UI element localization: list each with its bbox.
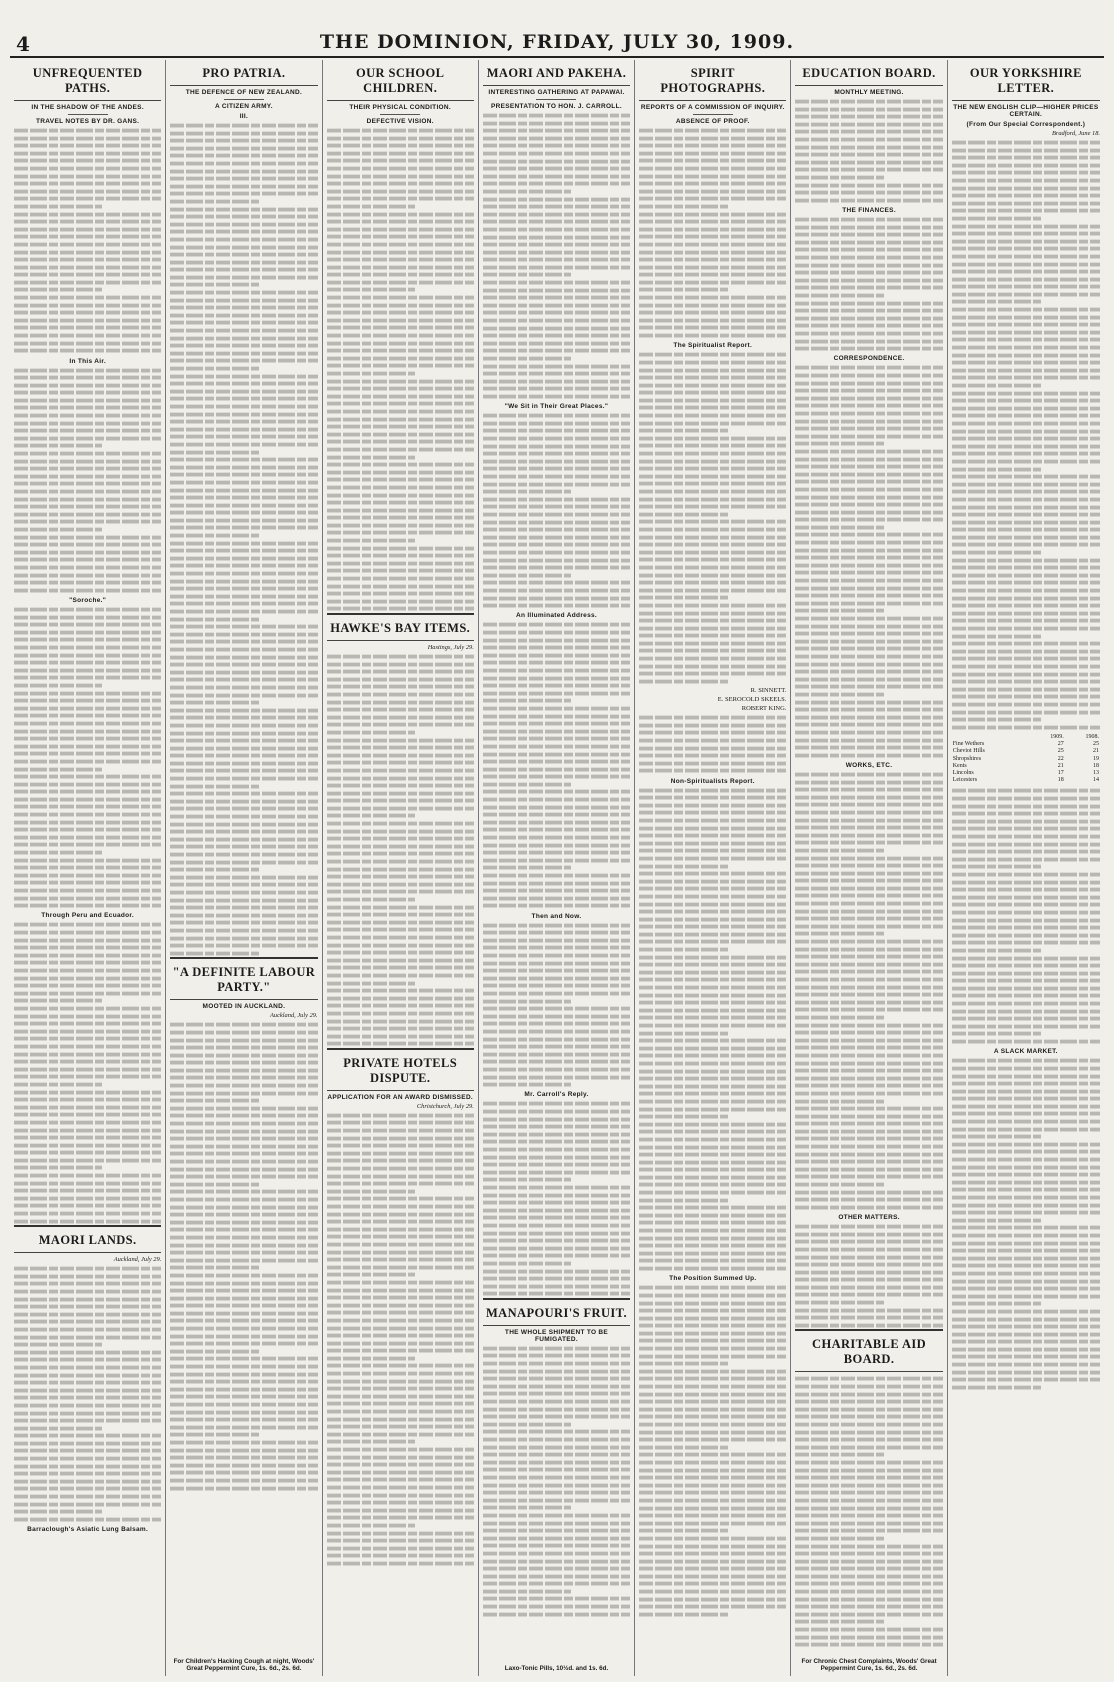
headline-charitable-aid-board: CHARITABLE AID BOARD. <box>795 1329 942 1372</box>
subhead: MONTHLY MEETING. <box>834 89 904 96</box>
section-heading: A SLACK MARKET. <box>993 1048 1058 1056</box>
body-text-block <box>14 921 161 1224</box>
table-row: Shropshires 22 19 <box>952 755 1099 762</box>
advert-chest-complaints: For Chronic Chest Complaints, Woods' Great Peppermint Cure, 1s. 6d., 2s. 6d. <box>801 1658 937 1672</box>
subhead: IN THE SHADOW OF THE ANDES. <box>31 104 144 111</box>
section-heading: OTHER MATTERS. <box>838 1214 900 1222</box>
body-text-block <box>795 771 942 1211</box>
subhead: TRAVEL NOTES BY DR. GANS. <box>36 118 140 125</box>
headline-definite-labour-party: "A DEFINITE LABOUR PARTY." <box>170 957 317 1000</box>
dateline: Hastings, July 29. <box>427 644 474 651</box>
body-text-block <box>952 1057 1100 1391</box>
column-yorkshire-letter <box>948 60 1104 1676</box>
body-text-block <box>639 787 786 1273</box>
body-text-block <box>327 1112 474 1567</box>
body-text-block <box>639 127 786 339</box>
section-heading: "Soroche." <box>69 597 107 605</box>
section-heading: "We Sit in Their Great Places." <box>504 403 609 411</box>
section-heading: THE FINANCES. <box>842 207 896 215</box>
headline-unfrequented-paths: UNFREQUENTED PATHS. <box>14 60 161 101</box>
body-text-block <box>952 787 1100 1045</box>
subhead: MOOTED IN AUCKLAND. <box>202 1003 286 1011</box>
body-text-block <box>483 412 630 609</box>
foot-ad: Barraclough's Asiatic Lung Balsam. <box>27 1526 149 1534</box>
column-education-board <box>791 60 947 1676</box>
section-heading: Through Peru and Ecuador. <box>41 912 134 920</box>
subhead: (From Our Special Correspondent.) <box>966 121 1086 128</box>
headline-school-children: OUR SCHOOL CHILDREN. <box>327 60 474 101</box>
body-text-block <box>795 216 942 352</box>
table-header: 1909. <box>1050 734 1064 741</box>
table-row: Kents 21 18 <box>952 762 1099 769</box>
signature: E. SEROCOLD SKEELS. <box>717 696 787 704</box>
table-row: Leicesters 18 14 <box>952 777 1099 784</box>
section-heading: Then and Now. <box>531 912 582 920</box>
dateline: Auckland, July 29. <box>113 1256 162 1264</box>
headline-spirit-photographs: SPIRIT PHOTOGRAPHS. <box>639 60 786 101</box>
headline-private-hotels-dispute: PRIVATE HOTELS DISPUTE. <box>327 1048 474 1091</box>
table-row: Cheviot Hills 25 21 <box>952 748 1099 755</box>
advert-peppermint-cure: For Children's Hacking Cough at night, Woods' Great Peppermint Cure, 1s. 6d., 2s. 6d. <box>173 1658 315 1672</box>
signature: R. SINNETT. <box>750 687 787 695</box>
body-text-block <box>952 139 1100 731</box>
section-heading: Mr. Carroll's Reply. <box>524 1091 589 1099</box>
column-unfrequented-paths <box>10 60 166 1676</box>
section-heading: CORRESPONDENCE. <box>833 355 905 363</box>
body-text-block <box>639 351 786 685</box>
headline-pro-patria: PRO PATRIA. <box>170 60 317 86</box>
subhead: THE NEW ENGLISH CLIP—HIGHER PRICES CERTAIN. <box>953 104 1099 118</box>
table-row: Lincolns 17 13 <box>952 770 1099 777</box>
body-text-block <box>483 621 630 909</box>
advert-laxo-tonic: Laxo-Tonic Pills, 10½d. and 1s. 6d. <box>504 1665 609 1672</box>
section-heading: An Illuminated Address. <box>515 612 598 620</box>
body-text-block <box>14 367 161 595</box>
column-maori-and-pakeha <box>479 60 635 1676</box>
subhead: THE DEFENCE OF NEW ZEALAND. <box>185 89 303 96</box>
column-school-children <box>323 60 479 1676</box>
page-number: 4 <box>16 32 30 56</box>
signature: ROBERT KING. <box>741 705 787 713</box>
subhead: A CITIZEN ARMY. <box>215 103 273 110</box>
subhead: DEFECTIVE VISION. <box>366 118 434 125</box>
headline-yorkshire-letter: OUR YORKSHIRE LETTER. <box>952 60 1100 101</box>
section-heading: The Spiritualist Report. <box>673 342 753 350</box>
subhead: APPLICATION FOR AN AWARD DISMISSED. <box>327 1093 474 1101</box>
body-text-block <box>327 127 474 613</box>
subhead: INTERESTING GATHERING AT PAPAWAI. <box>488 89 625 96</box>
body-text-block <box>483 112 630 400</box>
masthead <box>10 30 1104 58</box>
section-heading: Non-Spiritualists Report. <box>670 777 755 785</box>
section-heading: WORKS, ETC. <box>845 761 893 769</box>
subhead: REPORTS OF A COMMISSION OF INQUIRY. <box>640 104 785 111</box>
body-text-block <box>795 364 942 759</box>
section-heading: The Position Summed Up. <box>669 1275 757 1283</box>
headline-hawkes-bay-items: HAWKE'S BAY ITEMS. <box>327 613 474 641</box>
subhead: THE WHOLE SHIPMENT TO BE FUMIGATED. <box>504 1328 609 1343</box>
body-text-block <box>483 1100 630 1297</box>
section-heading: In This Air. <box>69 357 106 365</box>
body-text-block <box>795 1375 942 1648</box>
body-text-block <box>14 127 161 355</box>
newspaper-title: THE DOMINION, FRIDAY, JULY 30, 1909. <box>319 31 795 53</box>
column-pro-patria <box>166 60 322 1676</box>
subhead: PRESENTATION TO HON. J. CARROLL. <box>491 103 622 110</box>
subhead: III. <box>239 113 249 120</box>
table-header: 1908. <box>1085 734 1099 741</box>
headline-education-board: EDUCATION BOARD. <box>795 60 942 86</box>
body-text-block <box>639 714 786 774</box>
dateline: Auckland, July 29. <box>270 1012 318 1020</box>
column-spirit-photographs <box>635 60 791 1676</box>
body-text-block <box>14 1265 161 1523</box>
body-text-block <box>795 1223 942 1329</box>
headline-maori-and-pakeha: MAORI AND PAKEHA. <box>483 60 630 86</box>
body-text-block <box>170 1021 317 1492</box>
body-text-block <box>483 922 630 1089</box>
body-text-block <box>639 1284 786 1618</box>
body-text-block <box>795 98 942 204</box>
body-text-block <box>14 606 161 909</box>
article-columns <box>10 60 1104 1676</box>
headline-manapouris-fruit: MANAPOURI'S FRUIT. <box>483 1298 630 1326</box>
subhead: ABSENCE OF PROOF. <box>675 118 750 125</box>
body-text-block <box>170 122 317 957</box>
dateline: Bradford, June 18. <box>1051 130 1100 137</box>
wool-prices-table <box>952 734 1100 784</box>
body-text-block <box>483 1345 630 1618</box>
subhead: THEIR PHYSICAL CONDITION. <box>349 104 452 111</box>
body-text-block <box>327 653 474 1048</box>
table-row: Fine Wethers 27 25 <box>952 741 1099 748</box>
dateline: Christchurch, July 29. <box>416 1102 474 1110</box>
headline-maori-lands: MAORI LANDS. <box>14 1225 161 1253</box>
